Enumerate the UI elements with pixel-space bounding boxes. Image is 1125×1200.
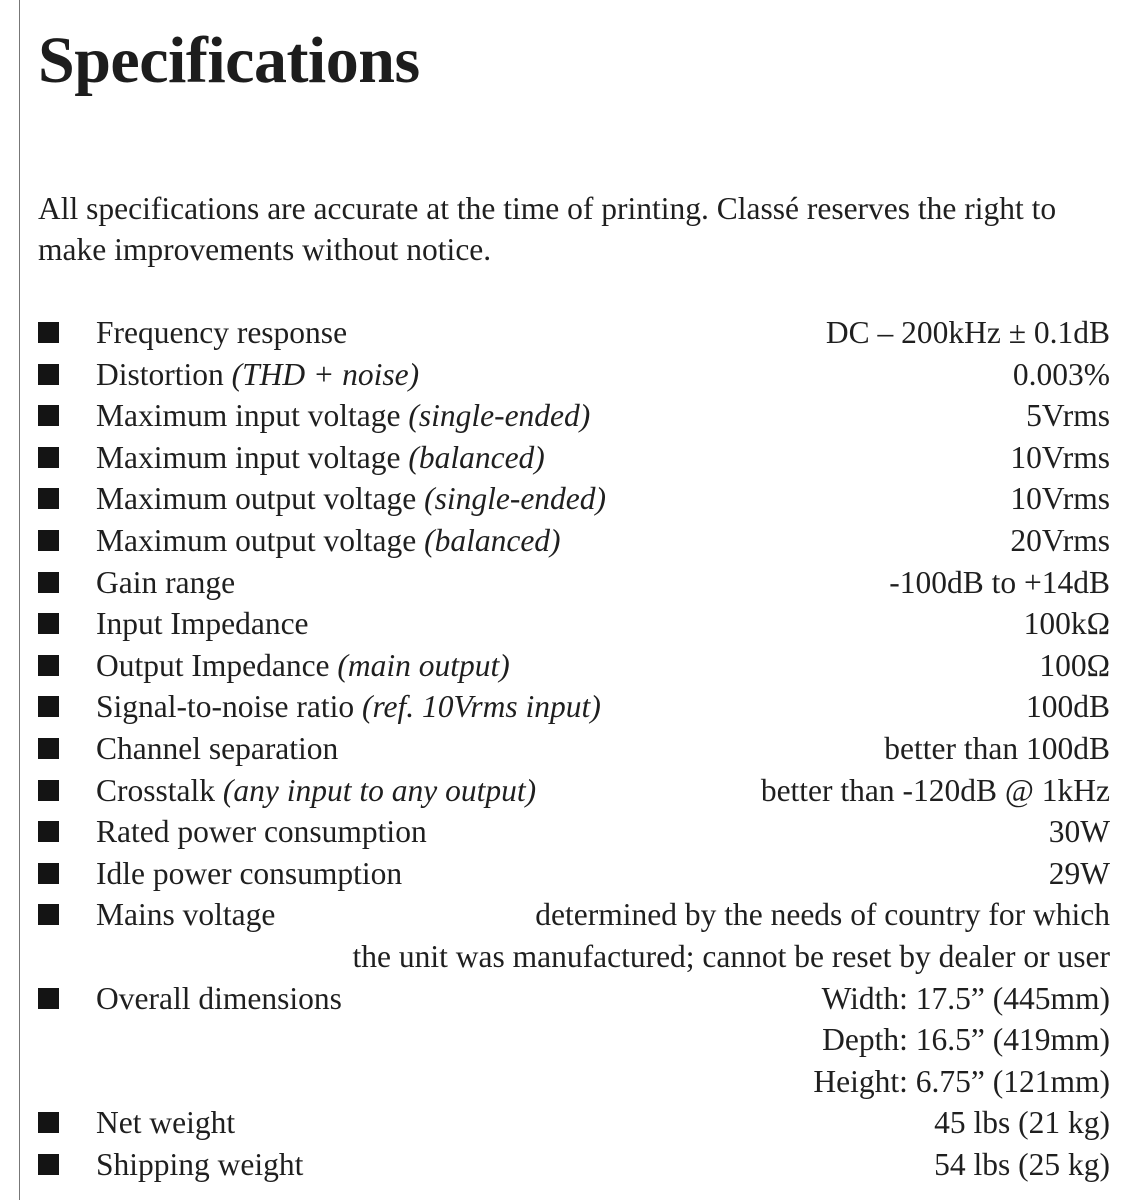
bullet-square-icon — [38, 821, 59, 842]
page-margin-rule — [19, 0, 20, 1200]
spec-value: 100Ω — [1039, 647, 1110, 683]
spec-label: Output Impedance (main output) — [96, 647, 510, 683]
spec-value: 0.003% — [1012, 356, 1110, 392]
spec-item-max-output-bal — [38, 520, 1110, 562]
spec-value-continued: Height: 6.75” (121mm) — [813, 1063, 1110, 1099]
spec-item-input-impedance — [38, 603, 1110, 645]
bullet-square-icon — [38, 1112, 59, 1133]
spec-qualifier: (single-ended) — [408, 398, 591, 434]
spec-label: Channel separation — [96, 730, 339, 766]
spec-value: 100dB — [1025, 689, 1110, 725]
spec-item-crosstalk — [38, 770, 1110, 812]
spec-item-snr — [38, 686, 1110, 728]
spec-label: Frequency response — [96, 315, 348, 350]
spec-item-max-input-bal — [38, 437, 1110, 479]
spec-value: -100dB to +14dB — [889, 564, 1110, 600]
spec-item-dimensions-height — [38, 1061, 1110, 1103]
spec-value: 45 lbs (21 kg) — [934, 1105, 1110, 1141]
spec-value: DC – 200kHz ± 0.1dB — [825, 315, 1110, 350]
spec-item-max-output-se — [38, 478, 1110, 520]
bullet-square-icon — [38, 904, 59, 925]
spec-item-channel-separation — [38, 728, 1110, 770]
spec-label: Gain range — [96, 564, 236, 600]
spec-item-mains-voltage-cont — [38, 936, 1110, 978]
spec-value: better than 100dB — [884, 730, 1110, 766]
spec-label: Rated power consumption — [96, 814, 427, 850]
spec-qualifier: (balanced) — [408, 439, 545, 475]
spec-label: Distortion (THD + noise) — [96, 356, 420, 392]
spec-label: Idle power consumption — [96, 855, 403, 891]
bullet-square-icon — [38, 988, 59, 1009]
bullet-square-icon — [38, 655, 59, 676]
spec-value: 20Vrms — [1010, 522, 1110, 558]
spec-item-idle-power — [38, 853, 1110, 895]
spec-qualifier: (ref. 10Vrms input) — [361, 689, 601, 725]
spec-label: Mains voltage — [96, 897, 276, 933]
spec-value-continued: the unit was manufactured; cannot be reset by dealer or user — [352, 938, 1110, 974]
page-title: Specifications — [38, 24, 420, 97]
spec-value: 10Vrms — [1010, 439, 1110, 475]
spec-value: 54 lbs (25 kg) — [934, 1146, 1110, 1182]
spec-qualifier: (single-ended) — [424, 481, 607, 517]
spec-label: Input Impedance — [96, 606, 309, 642]
bullet-square-icon — [38, 613, 59, 634]
spec-qualifier: (main output) — [337, 647, 510, 683]
bullet-square-icon — [38, 738, 59, 759]
spec-label: Signal-to-noise ratio (ref. 10Vrms input) — [96, 689, 601, 725]
bullet-square-icon — [38, 780, 59, 801]
spec-value: 30W — [1048, 814, 1110, 850]
spec-list — [38, 312, 1110, 1185]
spec-label: Maximum input voltage (single-ended) — [96, 398, 591, 434]
bullet-square-icon — [38, 447, 59, 468]
spec-item-shipping-weight — [38, 1144, 1110, 1186]
spec-label: Maximum output voltage (single-ended) — [96, 481, 607, 517]
spec-item-gain-range — [38, 562, 1110, 604]
bullet-square-icon — [38, 364, 59, 385]
spec-value: Width: 17.5” (445mm) — [821, 980, 1110, 1016]
bullet-square-icon — [38, 1154, 59, 1175]
spec-label: Maximum output voltage (balanced) — [96, 522, 561, 558]
spec-value: determined by the needs of country for which — [535, 897, 1110, 933]
spec-item-dimensions-depth — [38, 1019, 1110, 1061]
spec-item-rated-power — [38, 811, 1110, 853]
spec-value: better than -120dB @ 1kHz — [760, 772, 1110, 808]
spec-label: Crosstalk (any input to any output) — [96, 772, 537, 808]
bullet-square-icon — [38, 405, 59, 426]
spec-value: 10Vrms — [1010, 481, 1110, 517]
bullet-square-icon — [38, 488, 59, 509]
bullet-square-icon — [38, 696, 59, 717]
bullet-square-icon — [38, 322, 59, 343]
spec-label: Net weight — [96, 1105, 236, 1141]
spec-label: Overall dimensions — [96, 980, 342, 1016]
intro-paragraph: All specifications are accurate at the time of printing. Classé reserves the right to make improvements without notice. — [38, 191, 1057, 267]
bullet-square-icon — [38, 863, 59, 884]
spec-value: 100kΩ — [1023, 606, 1110, 642]
bullet-square-icon — [38, 572, 59, 593]
spec-item-net-weight — [38, 1102, 1110, 1144]
spec-item-frequency-response — [38, 312, 1110, 354]
spec-qualifier: (THD + noise) — [231, 356, 420, 392]
spec-value: 5Vrms — [1026, 398, 1110, 434]
spec-label: Shipping weight — [96, 1146, 304, 1182]
spec-value: 29W — [1048, 855, 1110, 891]
spec-qualifier: (balanced) — [424, 522, 561, 558]
spec-value-continued: Depth: 16.5” (419mm) — [822, 1022, 1110, 1058]
spec-item-mains-voltage — [38, 894, 1110, 936]
spec-label: Maximum input voltage (balanced) — [96, 439, 545, 475]
bullet-square-icon — [38, 530, 59, 551]
spec-item-overall-dimensions — [38, 978, 1110, 1020]
spec-item-output-impedance — [38, 645, 1110, 687]
spec-item-max-input-se — [38, 395, 1110, 437]
spec-qualifier: (any input to any output) — [222, 772, 537, 808]
spec-item-distortion — [38, 354, 1110, 396]
